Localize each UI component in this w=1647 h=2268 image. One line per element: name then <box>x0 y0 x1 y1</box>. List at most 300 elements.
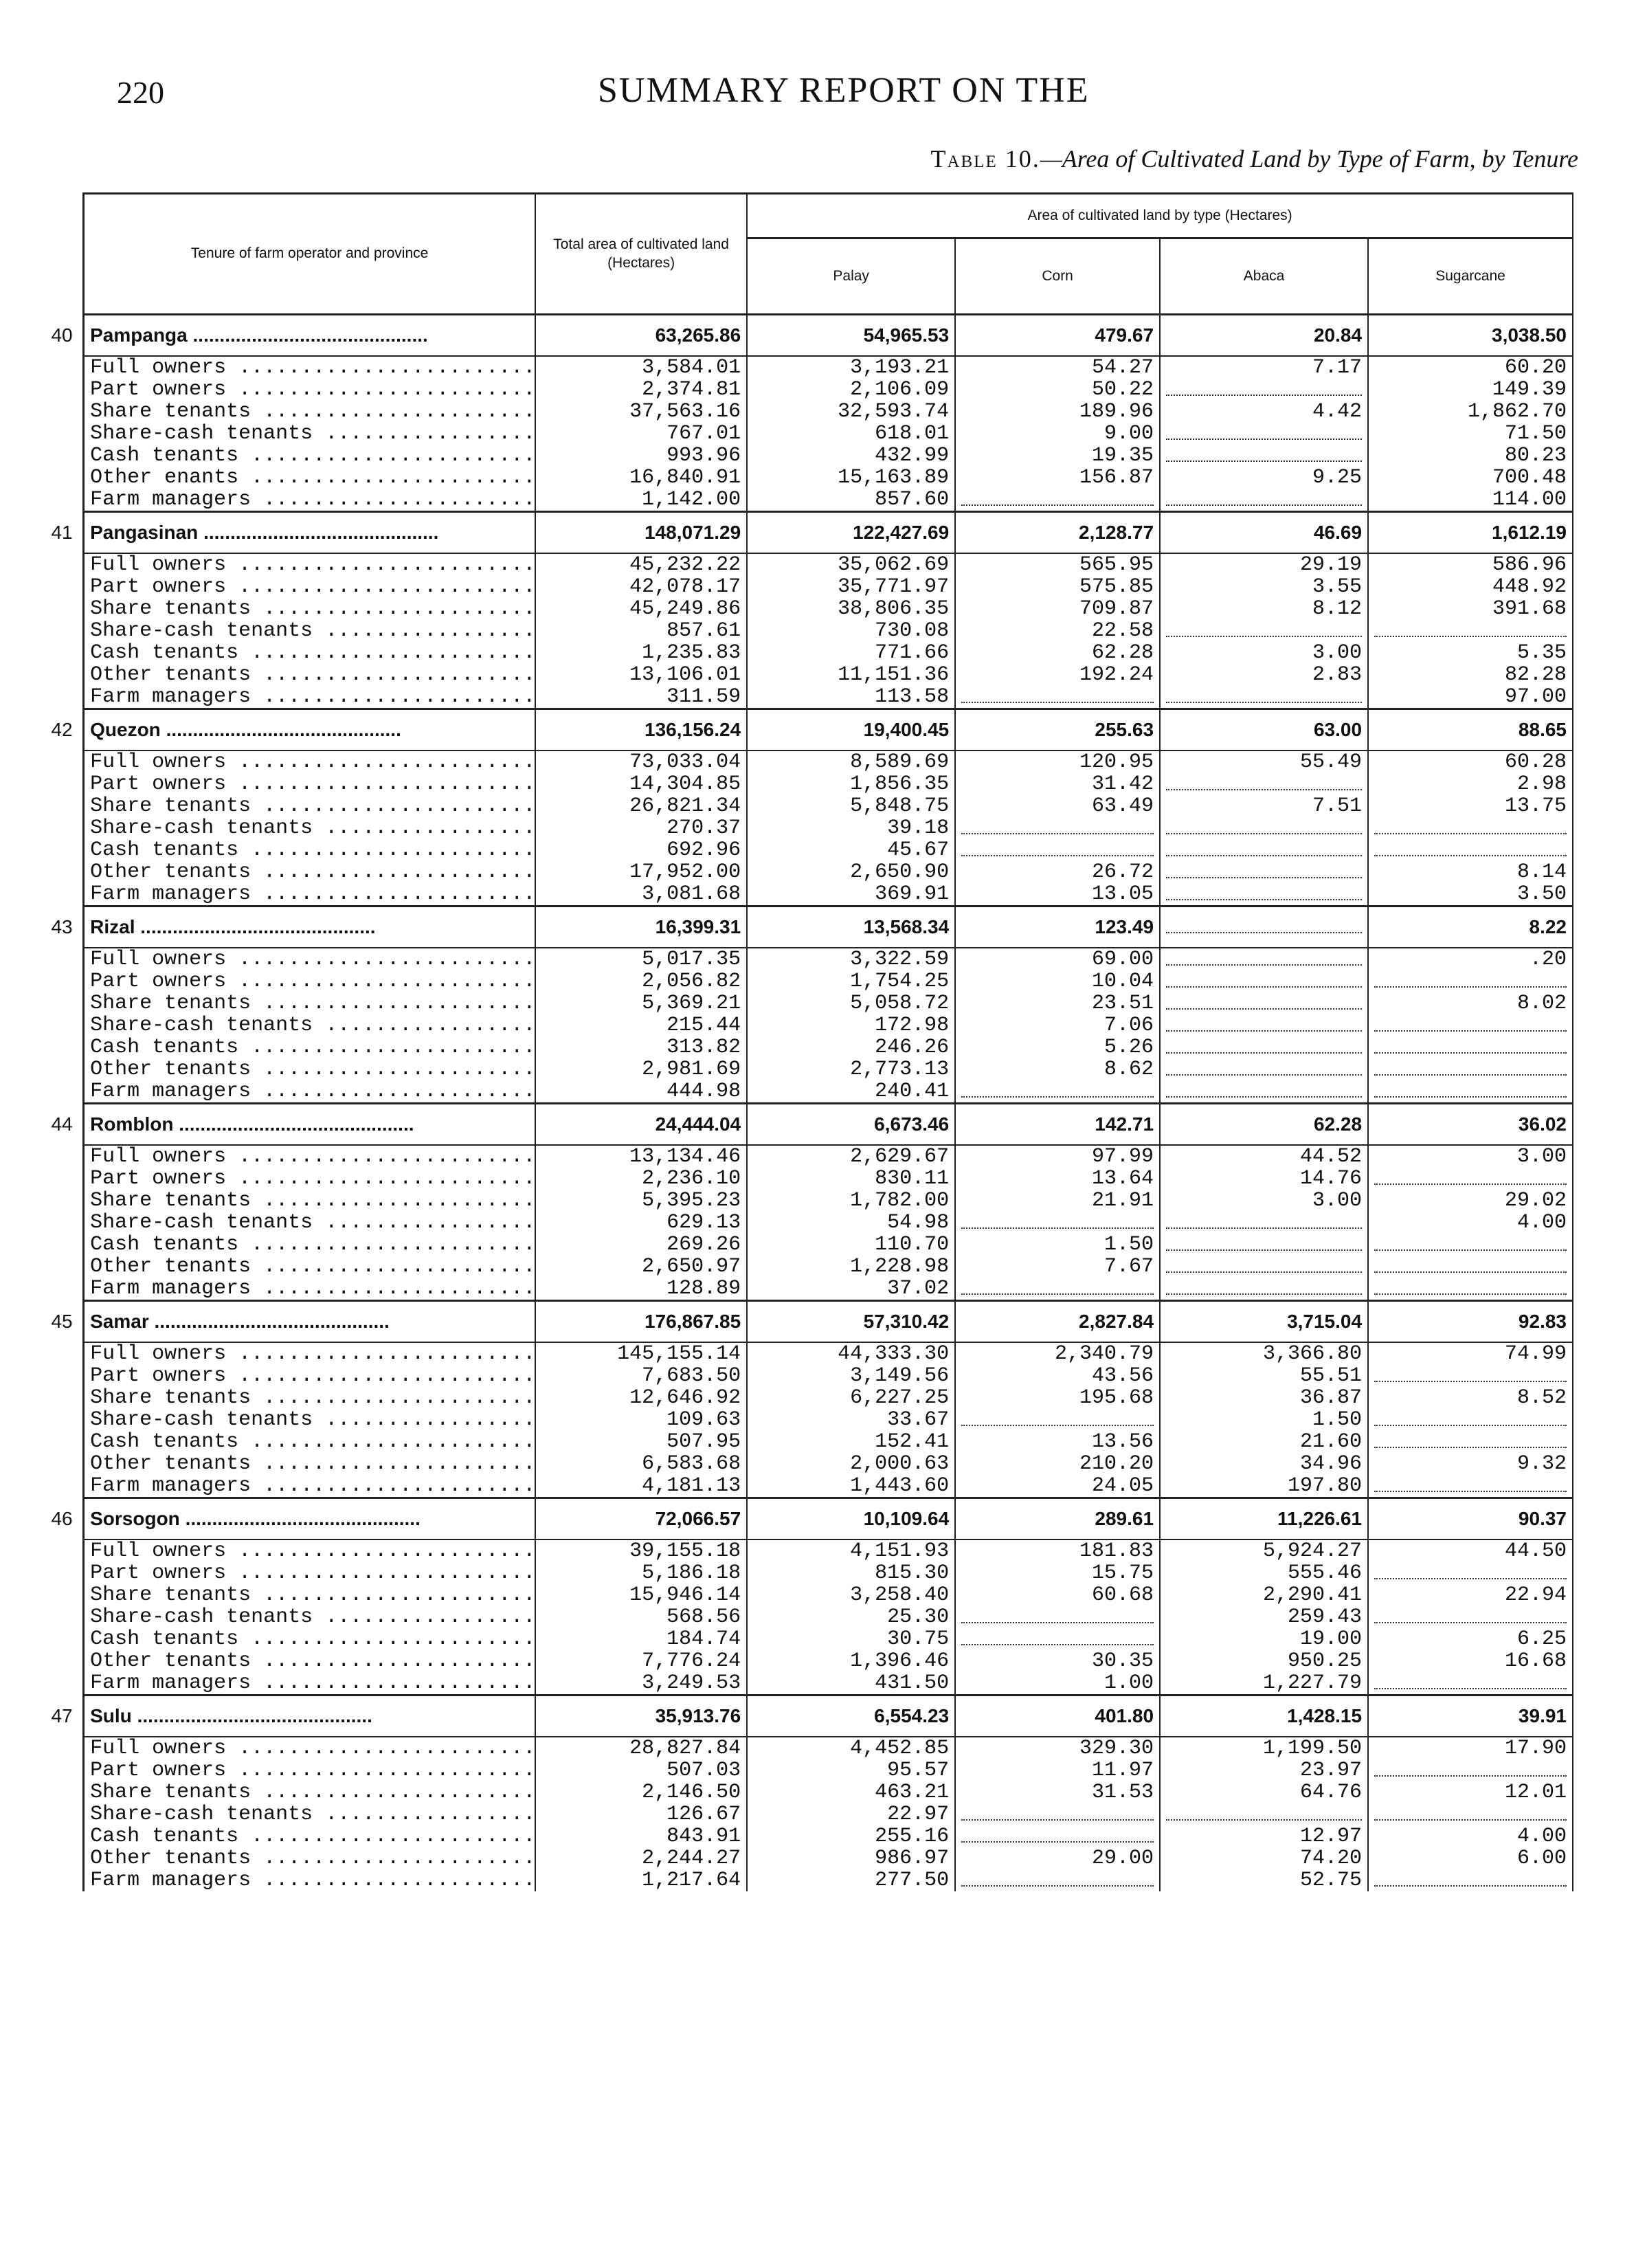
tenure-abaca-value <box>1160 1278 1368 1301</box>
tenure-row <box>41 467 1573 489</box>
tenure-label: Part owners ..... <box>84 1759 535 1781</box>
tenure-corn-value <box>955 1628 1160 1650</box>
tenure-label: Full owners ..... <box>84 948 535 970</box>
tenure-row <box>41 1475 1573 1498</box>
tenure-abaca-value <box>1160 992 1368 1014</box>
province-total-value: 72,066.57 <box>535 1498 747 1540</box>
tenure-corn-value: 60.68 <box>955 1584 1160 1606</box>
tenure-corn-value <box>955 1869 1160 1891</box>
table-caption <box>930 144 1578 173</box>
table-body <box>41 315 1573 1892</box>
tenure-label: Part owners ..... <box>84 1562 535 1584</box>
tenure-row <box>41 1759 1573 1781</box>
province-row <box>41 512 1573 554</box>
tenure-palay-value: 255.16 <box>747 1825 955 1847</box>
tenure-abaca-value <box>1160 839 1368 861</box>
tenure-abaca-value: 3,366.80 <box>1160 1342 1368 1365</box>
tenure-index-spacer <box>41 356 84 379</box>
tenure-index-spacer <box>41 1080 84 1104</box>
tenure-index-spacer <box>41 1145 84 1168</box>
tenure-abaca-value <box>1160 1234 1368 1256</box>
index-header <box>41 194 84 315</box>
tenure-sugarcane-value: 60.28 <box>1368 751 1573 773</box>
tenure-row <box>41 1212 1573 1234</box>
tenure-palay-value: 15,163.89 <box>747 467 955 489</box>
tenure-total-value: 507.95 <box>535 1431 747 1453</box>
tenure-corn-value: 565.95 <box>955 553 1160 576</box>
province-index: 41 <box>51 521 73 543</box>
tenure-corn-value <box>955 489 1160 512</box>
province-sugarcane-value: 8.22 <box>1368 907 1573 948</box>
tenure-total-value: 14,304.85 <box>535 773 747 795</box>
tenure-index-spacer <box>41 970 84 992</box>
tenure-label: Cash tenants ..... <box>84 1234 535 1256</box>
tenure-label: Part owners ..... <box>84 576 535 598</box>
tenure-row <box>41 1080 1573 1104</box>
province-abaca-value: 1,428.15 <box>1160 1696 1368 1737</box>
tenure-row <box>41 948 1573 970</box>
province-sugarcane-value: 88.65 <box>1368 709 1573 751</box>
province-sugarcane-value: 90.37 <box>1368 1498 1573 1540</box>
tenure-corn-value: 15.75 <box>955 1562 1160 1584</box>
tenure-palay-value: 33.67 <box>747 1409 955 1431</box>
tenure-label: Other tenants ..... <box>84 1847 535 1869</box>
tenure-sugarcane-value <box>1368 1256 1573 1278</box>
tenure-row <box>41 1584 1573 1606</box>
tenure-corn-value: 8.62 <box>955 1058 1160 1080</box>
tenure-total-value: 1,142.00 <box>535 489 747 512</box>
province-palay-value: 19,400.45 <box>747 709 955 751</box>
tenure-palay-value: 432.99 <box>747 445 955 467</box>
tenure-index-spacer <box>41 1036 84 1058</box>
tenure-corn-value: 43.56 <box>955 1365 1160 1387</box>
tenure-total-value: 2,236.10 <box>535 1168 747 1190</box>
tenure-label: Part owners ..... <box>84 970 535 992</box>
tenure-sugarcane-value: 2.98 <box>1368 773 1573 795</box>
tenure-row <box>41 883 1573 907</box>
table-caption-label: Table 10. <box>930 145 1040 173</box>
tenure-total-value: 3,249.53 <box>535 1672 747 1696</box>
tenure-row <box>41 1014 1573 1036</box>
tenure-corn-value: 575.85 <box>955 576 1160 598</box>
tenure-palay-value: 830.11 <box>747 1168 955 1190</box>
tenure-palay-value: 172.98 <box>747 1014 955 1036</box>
tenure-corn-value: 7.67 <box>955 1256 1160 1278</box>
province-palay-value: 54,965.53 <box>747 315 955 357</box>
tenure-row <box>41 861 1573 883</box>
tenure-abaca-value <box>1160 1014 1368 1036</box>
tenure-abaca-value <box>1160 620 1368 642</box>
province-index: 40 <box>51 324 73 346</box>
tenure-palay-value: 1,754.25 <box>747 970 955 992</box>
tenure-palay-value: 431.50 <box>747 1672 955 1696</box>
tenure-abaca-value: 44.52 <box>1160 1145 1368 1168</box>
tenure-index-spacer <box>41 423 84 445</box>
tenure-total-value: 26,821.34 <box>535 795 747 817</box>
tenure-corn-value: 1.50 <box>955 1234 1160 1256</box>
province-sugarcane-value: 92.83 <box>1368 1301 1573 1343</box>
tenure-sugarcane-value: 71.50 <box>1368 423 1573 445</box>
province-name: Romblon ..... <box>84 1104 535 1146</box>
tenure-total-value: 7,776.24 <box>535 1650 747 1672</box>
corn-header: Corn <box>955 238 1160 315</box>
tenure-total-value: 568.56 <box>535 1606 747 1628</box>
tenure-sugarcane-value: 60.20 <box>1368 356 1573 379</box>
tenure-abaca-value <box>1160 970 1368 992</box>
tenure-corn-value: 22.58 <box>955 620 1160 642</box>
tenure-sugarcane-value: 3.00 <box>1368 1145 1573 1168</box>
tenure-index-spacer <box>41 1453 84 1475</box>
tenure-corn-value: 21.91 <box>955 1190 1160 1212</box>
tenure-row <box>41 1803 1573 1825</box>
tenure-row <box>41 795 1573 817</box>
tenure-label: Other tenants ..... <box>84 1256 535 1278</box>
tenure-abaca-value: 1.50 <box>1160 1409 1368 1431</box>
tenure-sugarcane-value: 17.90 <box>1368 1737 1573 1759</box>
tenure-abaca-value: 2,290.41 <box>1160 1584 1368 1606</box>
tenure-row <box>41 1409 1573 1431</box>
tenure-palay-value: 22.97 <box>747 1803 955 1825</box>
tenure-index-spacer <box>41 489 84 512</box>
tenure-corn-value: 50.22 <box>955 379 1160 401</box>
tenure-sugarcane-value <box>1368 1058 1573 1080</box>
tenure-abaca-value: 14.76 <box>1160 1168 1368 1190</box>
province-name: Pampanga ..... <box>84 315 535 357</box>
tenure-abaca-value: 21.60 <box>1160 1431 1368 1453</box>
tenure-index-spacer <box>41 1342 84 1365</box>
tenure-corn-value: 195.68 <box>955 1387 1160 1409</box>
tenure-index-spacer <box>41 839 84 861</box>
tenure-corn-value <box>955 1409 1160 1431</box>
tenure-index-spacer <box>41 664 84 686</box>
tenure-palay-value: 2,106.09 <box>747 379 955 401</box>
tenure-abaca-value: 4.42 <box>1160 401 1368 423</box>
tenure-label: Share tenants ..... <box>84 1781 535 1803</box>
province-total-value: 16,399.31 <box>535 907 747 948</box>
tenure-label: Cash tenants ..... <box>84 839 535 861</box>
tenure-label: Farm managers ..... <box>84 1080 535 1104</box>
tenure-palay-value: 54.98 <box>747 1212 955 1234</box>
tenure-abaca-value: 9.25 <box>1160 467 1368 489</box>
tenure-sugarcane-value <box>1368 1365 1573 1387</box>
province-corn-value: 123.49 <box>955 907 1160 948</box>
tenure-sugarcane-value <box>1368 1606 1573 1628</box>
tenure-sugarcane-value: 8.02 <box>1368 992 1573 1014</box>
tenure-palay-value: 3,149.56 <box>747 1365 955 1387</box>
tenure-label: Part owners ..... <box>84 1365 535 1387</box>
province-name: Quezon ..... <box>84 709 535 751</box>
tenure-total-value: 13,134.46 <box>535 1145 747 1168</box>
tenure-sugarcane-value: 4.00 <box>1368 1212 1573 1234</box>
province-total-value: 148,071.29 <box>535 512 747 554</box>
tenure-total-value: 1,235.83 <box>535 642 747 664</box>
province-total-value: 136,156.24 <box>535 709 747 751</box>
tenure-abaca-value: 197.80 <box>1160 1475 1368 1498</box>
tenure-sugarcane-value <box>1368 1036 1573 1058</box>
tenure-sugarcane-value <box>1368 1759 1573 1781</box>
tenure-row <box>41 1036 1573 1058</box>
tenure-index-spacer <box>41 992 84 1014</box>
tenure-index-spacer <box>41 642 84 664</box>
tenure-total-value: 39,155.18 <box>535 1539 747 1562</box>
province-index: 47 <box>51 1704 73 1726</box>
tenure-palay-value: 32,593.74 <box>747 401 955 423</box>
tenure-total-value: 692.96 <box>535 839 747 861</box>
tenure-header: Tenure of farm operator and province <box>84 194 535 315</box>
tenure-row <box>41 1781 1573 1803</box>
tenure-sugarcane-value: 82.28 <box>1368 664 1573 686</box>
tenure-corn-value: 120.95 <box>955 751 1160 773</box>
province-abaca-value: 3,715.04 <box>1160 1301 1368 1343</box>
tenure-row <box>41 1278 1573 1301</box>
tenure-corn-value <box>955 817 1160 839</box>
province-corn-value: 255.63 <box>955 709 1160 751</box>
tenure-label: Share tenants ..... <box>84 1190 535 1212</box>
tenure-sugarcane-value: 8.14 <box>1368 861 1573 883</box>
tenure-total-value: 1,217.64 <box>535 1869 747 1891</box>
tenure-row <box>41 1058 1573 1080</box>
tenure-abaca-value: 64.76 <box>1160 1781 1368 1803</box>
tenure-total-value: 17,952.00 <box>535 861 747 883</box>
tenure-corn-value: 13.05 <box>955 883 1160 907</box>
tenure-abaca-value: 52.75 <box>1160 1869 1368 1891</box>
tenure-total-value: 7,683.50 <box>535 1365 747 1387</box>
tenure-corn-value <box>955 1825 1160 1847</box>
tenure-label: Share tenants ..... <box>84 795 535 817</box>
tenure-row <box>41 1168 1573 1190</box>
table-caption-text: —Area of Cultivated Land by Type of Farm, by Tenure <box>1040 145 1578 173</box>
tenure-row <box>41 773 1573 795</box>
tenure-corn-value: 19.35 <box>955 445 1160 467</box>
tenure-corn-value: 62.28 <box>955 642 1160 664</box>
tenure-palay-value: 6,227.25 <box>747 1387 955 1409</box>
tenure-row <box>41 1539 1573 1562</box>
tenure-row <box>41 1737 1573 1759</box>
tenure-label: Cash tenants ..... <box>84 445 535 467</box>
tenure-total-value: 311.59 <box>535 686 747 709</box>
tenure-row <box>41 1234 1573 1256</box>
tenure-palay-value: 8,589.69 <box>747 751 955 773</box>
tenure-abaca-value <box>1160 948 1368 970</box>
tenure-abaca-value <box>1160 1036 1368 1058</box>
tenure-row <box>41 839 1573 861</box>
tenure-sugarcane-value: 44.50 <box>1368 1539 1573 1562</box>
tenure-row <box>41 664 1573 686</box>
tenure-index-spacer <box>41 686 84 709</box>
tenure-total-value: 45,249.86 <box>535 598 747 620</box>
tenure-total-value: 767.01 <box>535 423 747 445</box>
tenure-label: Share tenants ..... <box>84 598 535 620</box>
tenure-row <box>41 1256 1573 1278</box>
tenure-sugarcane-value <box>1368 1672 1573 1696</box>
tenure-row <box>41 817 1573 839</box>
province-name: Samar ..... <box>84 1301 535 1343</box>
tenure-row <box>41 1869 1573 1891</box>
tenure-corn-value <box>955 839 1160 861</box>
tenure-palay-value: 1,396.46 <box>747 1650 955 1672</box>
province-total-value: 24,444.04 <box>535 1104 747 1146</box>
tenure-index-spacer <box>41 379 84 401</box>
tenure-sugarcane-value <box>1368 1234 1573 1256</box>
tenure-total-value: 42,078.17 <box>535 576 747 598</box>
tenure-corn-value: 156.87 <box>955 467 1160 489</box>
tenure-row <box>41 553 1573 576</box>
tenure-label: Cash tenants ..... <box>84 642 535 664</box>
area-by-type-header: Area of cultivated land by type (Hectares) <box>747 194 1573 238</box>
tenure-total-value: 73,033.04 <box>535 751 747 773</box>
tenure-index-spacer <box>41 576 84 598</box>
tenure-label: Share-cash tenants ..... <box>84 423 535 445</box>
tenure-palay-value: 771.66 <box>747 642 955 664</box>
province-total-value: 63,265.86 <box>535 315 747 357</box>
tenure-total-value: 15,946.14 <box>535 1584 747 1606</box>
tenure-total-value: 45,232.22 <box>535 553 747 576</box>
tenure-row <box>41 1365 1573 1387</box>
tenure-label: Full owners ..... <box>84 751 535 773</box>
province-name: Sulu ..... <box>84 1696 535 1737</box>
tenure-corn-value: 2,340.79 <box>955 1342 1160 1365</box>
tenure-abaca-value <box>1160 1058 1368 1080</box>
tenure-row <box>41 1145 1573 1168</box>
tenure-row <box>41 620 1573 642</box>
tenure-sugarcane-value <box>1368 1278 1573 1301</box>
tenure-row <box>41 401 1573 423</box>
tenure-label: Full owners ..... <box>84 1737 535 1759</box>
tenure-abaca-value: 12.97 <box>1160 1825 1368 1847</box>
tenure-total-value: 37,563.16 <box>535 401 747 423</box>
tenure-corn-value: 10.04 <box>955 970 1160 992</box>
tenure-label: Farm managers ..... <box>84 1475 535 1498</box>
tenure-palay-value: 1,782.00 <box>747 1190 955 1212</box>
tenure-abaca-value: 3.00 <box>1160 1190 1368 1212</box>
tenure-abaca-value: 1,227.79 <box>1160 1672 1368 1696</box>
tenure-sugarcane-value <box>1368 1869 1573 1891</box>
province-index: 44 <box>51 1113 73 1135</box>
tenure-row <box>41 642 1573 664</box>
tenure-palay-value: 5,848.75 <box>747 795 955 817</box>
tenure-label: Farm managers ..... <box>84 1869 535 1891</box>
tenure-row <box>41 576 1573 598</box>
tenure-label: Other tenants ..... <box>84 1650 535 1672</box>
tenure-palay-value: 986.97 <box>747 1847 955 1869</box>
tenure-index-spacer <box>41 1628 84 1650</box>
tenure-total-value: 145,155.14 <box>535 1342 747 1365</box>
tenure-corn-value <box>955 1606 1160 1628</box>
tenure-palay-value: 95.57 <box>747 1759 955 1781</box>
tenure-index-spacer <box>41 445 84 467</box>
tenure-total-value: 4,181.13 <box>535 1475 747 1498</box>
tenure-sugarcane-value: 22.94 <box>1368 1584 1573 1606</box>
tenure-abaca-value <box>1160 1803 1368 1825</box>
province-name: Pangasinan ..... <box>84 512 535 554</box>
tenure-index-spacer <box>41 1212 84 1234</box>
tenure-row <box>41 598 1573 620</box>
tenure-corn-value: 24.05 <box>955 1475 1160 1498</box>
tenure-sugarcane-value: 9.32 <box>1368 1453 1573 1475</box>
tenure-abaca-value: 259.43 <box>1160 1606 1368 1628</box>
tenure-index-spacer <box>41 948 84 970</box>
tenure-sugarcane-value <box>1368 1475 1573 1498</box>
tenure-label: Farm managers ..... <box>84 1278 535 1301</box>
tenure-row <box>41 423 1573 445</box>
tenure-total-value: 2,056.82 <box>535 970 747 992</box>
tenure-total-value: 629.13 <box>535 1212 747 1234</box>
tenure-palay-value: 113.58 <box>747 686 955 709</box>
tenure-palay-value: 815.30 <box>747 1562 955 1584</box>
tenure-sugarcane-value <box>1368 1168 1573 1190</box>
tenure-corn-value: 5.26 <box>955 1036 1160 1058</box>
tenure-total-value: 993.96 <box>535 445 747 467</box>
province-row <box>41 1498 1573 1540</box>
tenure-sugarcane-value <box>1368 1014 1573 1036</box>
tenure-corn-value <box>955 1278 1160 1301</box>
tenure-index-spacer <box>41 773 84 795</box>
tenure-abaca-value <box>1160 817 1368 839</box>
tenure-label: Farm managers ..... <box>84 883 535 907</box>
province-index: 46 <box>51 1507 73 1529</box>
tenure-total-value: 12,646.92 <box>535 1387 747 1409</box>
tenure-corn-value: 7.06 <box>955 1014 1160 1036</box>
tenure-index-spacer <box>41 1431 84 1453</box>
tenure-corn-value: 54.27 <box>955 356 1160 379</box>
tenure-abaca-value: 555.46 <box>1160 1562 1368 1584</box>
tenure-palay-value: 240.41 <box>747 1080 955 1104</box>
tenure-row <box>41 1387 1573 1409</box>
tenure-row <box>41 379 1573 401</box>
province-palay-value: 13,568.34 <box>747 907 955 948</box>
tenure-palay-value: 30.75 <box>747 1628 955 1650</box>
province-sugarcane-value: 3,038.50 <box>1368 315 1573 357</box>
tenure-label: Other enants ..... <box>84 467 535 489</box>
tenure-index-spacer <box>41 1234 84 1256</box>
tenure-total-value: 126.67 <box>535 1803 747 1825</box>
province-sugarcane-value: 36.02 <box>1368 1104 1573 1146</box>
tenure-total-value: 2,650.97 <box>535 1256 747 1278</box>
tenure-index-spacer <box>41 467 84 489</box>
tenure-total-value: 857.61 <box>535 620 747 642</box>
tenure-row <box>41 1431 1573 1453</box>
tenure-palay-value: 277.50 <box>747 1869 955 1891</box>
tenure-palay-value: 369.91 <box>747 883 955 907</box>
tenure-corn-value <box>955 1080 1160 1104</box>
tenure-abaca-value: 7.17 <box>1160 356 1368 379</box>
tenure-corn-value <box>955 1212 1160 1234</box>
tenure-palay-value: 1,443.60 <box>747 1475 955 1498</box>
tenure-corn-value: 30.35 <box>955 1650 1160 1672</box>
tenure-label: Farm managers ..... <box>84 1672 535 1696</box>
tenure-label: Cash tenants ..... <box>84 1628 535 1650</box>
tenure-index-spacer <box>41 1365 84 1387</box>
tenure-abaca-value: 36.87 <box>1160 1387 1368 1409</box>
tenure-corn-value: 31.42 <box>955 773 1160 795</box>
tenure-sugarcane-value: 586.96 <box>1368 553 1573 576</box>
tenure-palay-value: 25.30 <box>747 1606 955 1628</box>
tenure-label: Full owners ..... <box>84 553 535 576</box>
tenure-total-value: 843.91 <box>535 1825 747 1847</box>
tenure-index-spacer <box>41 1737 84 1759</box>
tenure-sugarcane-value: 6.25 <box>1368 1628 1573 1650</box>
tenure-index-spacer <box>41 1781 84 1803</box>
tenure-total-value: 16,840.91 <box>535 467 747 489</box>
tenure-abaca-value <box>1160 445 1368 467</box>
tenure-sugarcane-value: 700.48 <box>1368 467 1573 489</box>
tenure-row <box>41 751 1573 773</box>
tenure-total-value: 28,827.84 <box>535 1737 747 1759</box>
tenure-total-value: 109.63 <box>535 1409 747 1431</box>
tenure-label: Full owners ..... <box>84 356 535 379</box>
tenure-total-value: 444.98 <box>535 1080 747 1104</box>
province-palay-value: 57,310.42 <box>747 1301 955 1343</box>
